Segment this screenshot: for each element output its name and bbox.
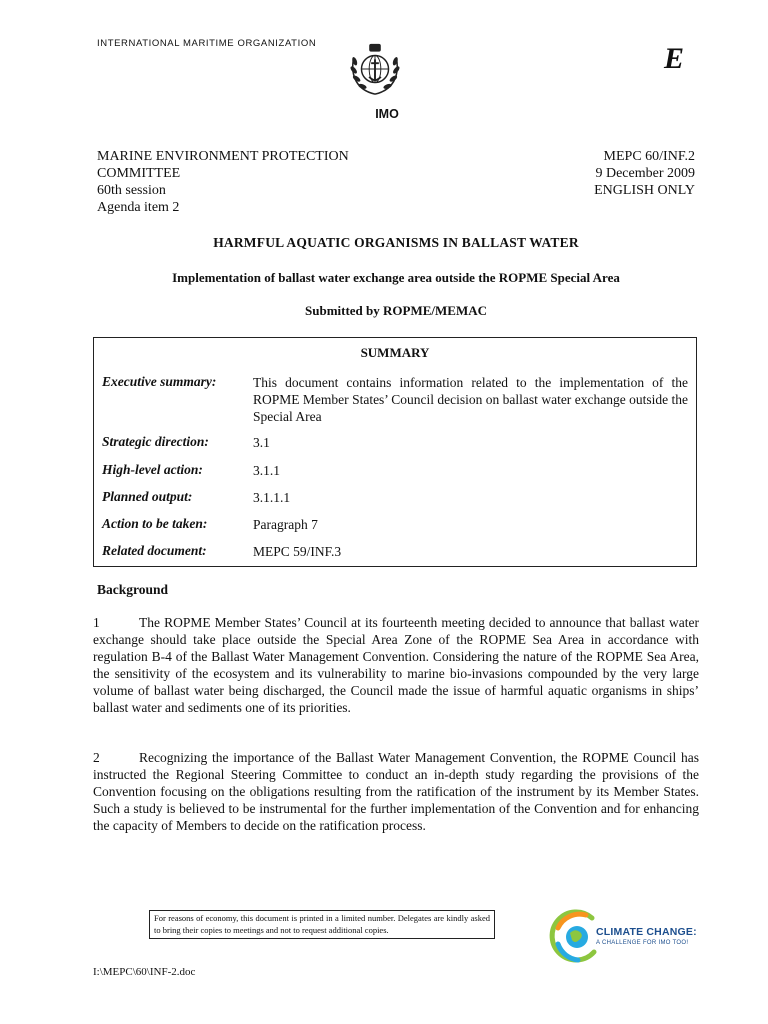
committee-line: COMMITTEE [97,166,181,181]
committee-info [97,148,349,216]
committee-line: MARINE ENVIRONMENT PROTECTION [97,149,349,164]
paragraph [93,749,699,834]
summary-label: Related document: [102,543,207,558]
document-date: 9 December 2009 [595,166,695,181]
summary-box [93,337,697,567]
paragraph-text: The ROPME Member States’ Council at its fourteenth meeting decided to announce that ballast water exchange should take place outside the Special Area Zone of the ROPME Sea Area in accordance with regulation B-4 of the Ballast Water Management Convention. Considering the nature of the ROPME Sea Area, the sensitivity of the ecosystem and its vulnerability to marine bio-invasions compounded by the very large volume of ballast water being discharged, the Council made the issue of harmful aquatic organisms in ships’ ballast water and sediments one of its priorities. [93,615,699,715]
organization-name: INTERNATIONAL MARITIME ORGANIZATION [97,38,317,49]
document-title: HARMFUL AQUATIC ORGANISMS IN BALLAST WATER [213,235,579,250]
summary-value: Paragraph 7 [253,517,318,532]
summary-value: This document contains information related to the implementation of the ROPME Member States’ Council decision on ballast water exchange outside the Special Area [253,375,688,424]
climate-logo-title: CLIMATE CHANGE: [596,926,697,938]
language-mark: E [664,42,685,75]
climate-logo-tagline: A CHALLENGE FOR IMO TOO! [596,940,689,946]
summary-value: MEPC 59/INF.3 [253,544,342,559]
economy-note: For reasons of economy, this document is printed in a limited number. Delegates are kindly asked to bring their copies to meetings and not to request additional copies. [149,910,495,939]
submitted-by: Submitted by ROPME/MEMAC [305,303,487,318]
section-heading-background: Background [97,582,169,597]
document-language: ENGLISH ONLY [594,183,695,198]
paragraph [93,614,699,716]
document-subtitle: Implementation of ballast water exchange area outside the ROPME Special Area [172,270,620,285]
imo-label: IMO [375,107,399,121]
summary-value: 3.1 [253,435,270,450]
summary-value: 3.1.1 [253,463,280,478]
paragraph-number: 1 [93,615,100,630]
summary-label: Strategic direction: [102,434,209,449]
agenda-line: Agenda item 2 [97,200,180,215]
paragraph-text: Recognizing the importance of the Ballast Water Management Convention, the ROPME Council has instructed the Regional Steering Committee to conduct an in-depth study regarding the provisions of the Convention focusing on the obligations resulting from the ratification of the instrument by its Member States. Such a study is believed to be instrumental for the further implementation of the Convention and for enhancing the capacity of Members to decide on the ratification process. [93,750,699,833]
summary-value: 3.1.1.1 [253,490,291,505]
summary-label: Planned output: [102,489,193,504]
summary-label: Executive summary: [102,374,217,389]
session-line: 60th session [97,183,166,198]
summary-label: Action to be taken: [102,516,208,531]
paragraph-number: 2 [93,750,100,765]
summary-heading: SUMMARY [360,345,430,360]
document-reference [594,148,695,199]
document-number: MEPC 60/INF.2 [603,149,695,164]
imo-emblem-icon [346,40,404,98]
summary-label: High-level action: [102,462,203,477]
file-path: I:\MEPC\60\INF-2.doc [93,966,196,978]
